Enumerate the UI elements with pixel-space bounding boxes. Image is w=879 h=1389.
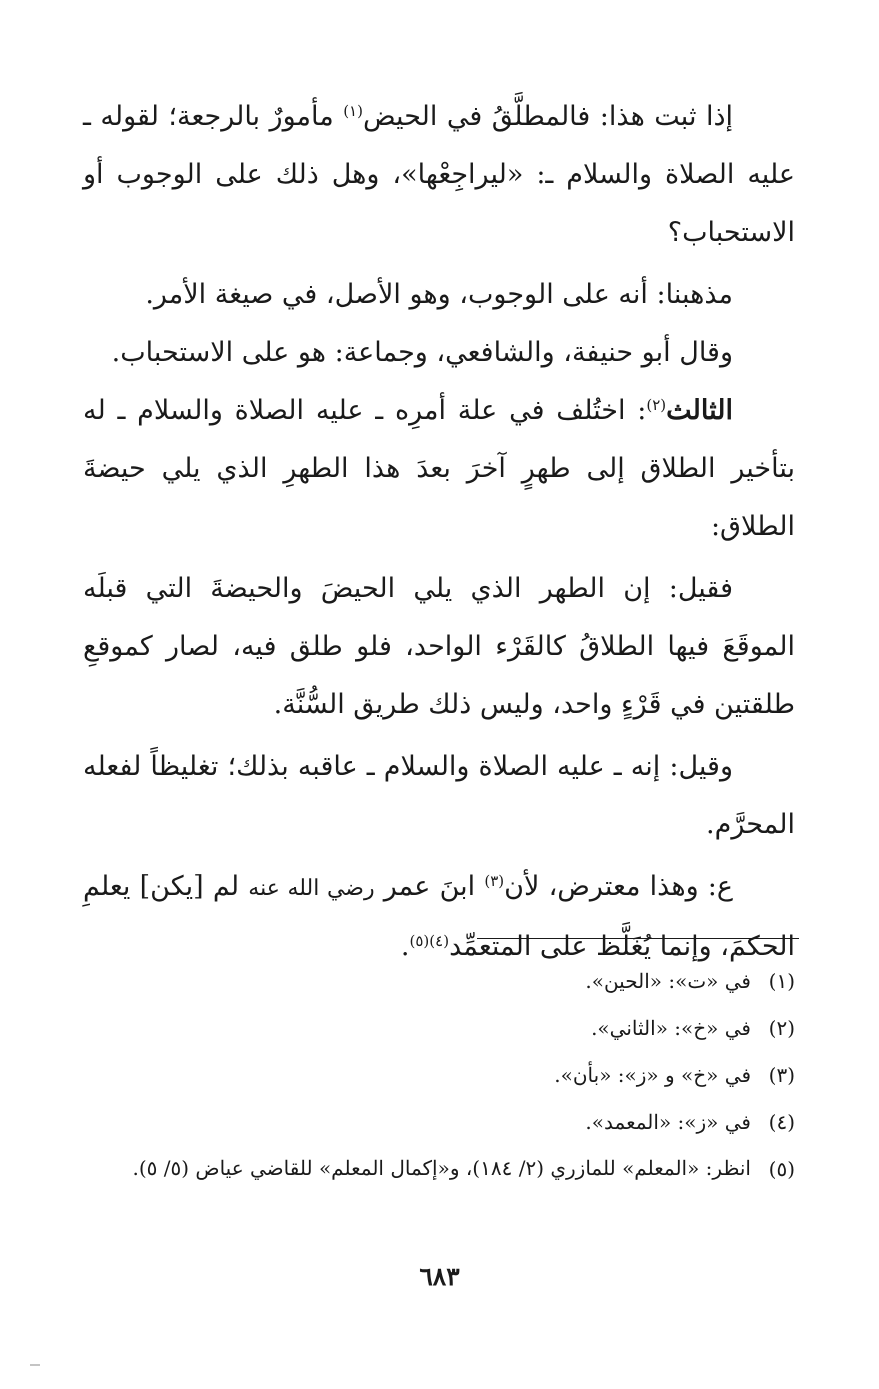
honorific-symbol: رضي الله عنه <box>248 876 375 901</box>
paragraph-7-part-3: لم [يكن] يعلمِ الحكمَ، وإنما يُغَلَّظ على المتعمِّد <box>83 871 795 962</box>
footnote-number: (٢) <box>768 1016 795 1040</box>
footnote-5 <box>80 1146 795 1193</box>
footnote-ref-1[interactable]: (١) <box>343 102 363 120</box>
main-text <box>83 88 795 976</box>
footnote-number: (٣) <box>768 1063 795 1087</box>
section-heading-third: الثالث <box>666 395 733 426</box>
paragraph-7-part-1: ع: وهذا معترض، لأن <box>504 871 734 902</box>
paragraph-7-end: . <box>400 931 410 962</box>
paragraph-7-part-2: ابنَ عمر <box>374 871 485 902</box>
footnote-number: (٤) <box>768 1110 795 1134</box>
footnote-2 <box>80 1005 795 1052</box>
paragraph-4-text: : اختُلف في علة أمرِه ـ عليه الصلاة والسلام ـ له بتأخير الطلاق إلى طهرٍ آخرَ بعدَ هذا الطهرِ الذي يلي حيضةَ الطلاق: <box>83 395 795 542</box>
footnote-3 <box>80 1052 795 1099</box>
footnote-text: في «خ» و «ز»: «بأن». <box>554 1063 751 1087</box>
footnote-number: (٥) <box>768 1157 795 1181</box>
paragraph-1-part-2: مأمورٌ بالرجعة؛ لقوله ـ عليه الصلاة والسلام ـ: «ليراجِعْها»، وهل ذلك على الوجوب أو الاستحباب؟ <box>83 101 795 248</box>
footnote-text: في «ت»: «الحين». <box>585 969 751 993</box>
footnote-text: في «خ»: «الثاني». <box>591 1016 751 1040</box>
footnote-text: انظر: «المعلم» للمازري (٢/ ١٨٤)، و«إكمال المعلم» للقاضي عياض (٥/ ٥). <box>132 1156 751 1180</box>
footnote-1 <box>80 958 795 1005</box>
paragraph-5: فقيل: إن الطهر الذي يلي الحيضَ والحيضةَ التي قبلَه الموقَعَ فيها الطلاقُ كالقَرْء الواحد، فلو طلق فيه، لصار كموقعِ طلقتين في قَرْءٍ واحد، وليس ذلك طريق السُّنَّة. <box>83 573 795 720</box>
footnote-ref-4[interactable]: (٤) <box>429 932 450 950</box>
footnotes-section <box>80 958 795 1193</box>
paragraph-2: مذهبنا: أنه على الوجوب، وهو الأصل، في صيغة الأمر. <box>145 279 733 310</box>
paragraph-3: وقال أبو حنيفة، والشافعي، وجماعة: هو على الاستحباب. <box>111 337 733 368</box>
paragraph-1 <box>83 88 795 262</box>
scan-edge-mark <box>30 1364 40 1366</box>
footnote-separator <box>477 938 799 939</box>
footnote-ref-5[interactable]: (٥) <box>409 932 430 950</box>
footnote-number: (١) <box>768 969 795 993</box>
paragraph-4 <box>83 382 795 556</box>
paragraph-6: وقيل: إنه ـ عليه الصلاة والسلام ـ عاقبه بذلك؛ تغليظاً لفعله المحرَّم. <box>83 751 795 840</box>
footnote-ref-2[interactable]: (٢) <box>646 396 667 414</box>
footnote-4 <box>80 1099 795 1146</box>
footnote-text: في «ز»: «المعمد». <box>585 1110 751 1134</box>
paragraph-1-part-1: إذا ثبت هذا: فالمطلَّقُ في الحيض <box>362 101 733 132</box>
footnote-ref-3[interactable]: (٣) <box>484 872 505 890</box>
page-number: ٦٨٣ <box>419 1262 460 1291</box>
